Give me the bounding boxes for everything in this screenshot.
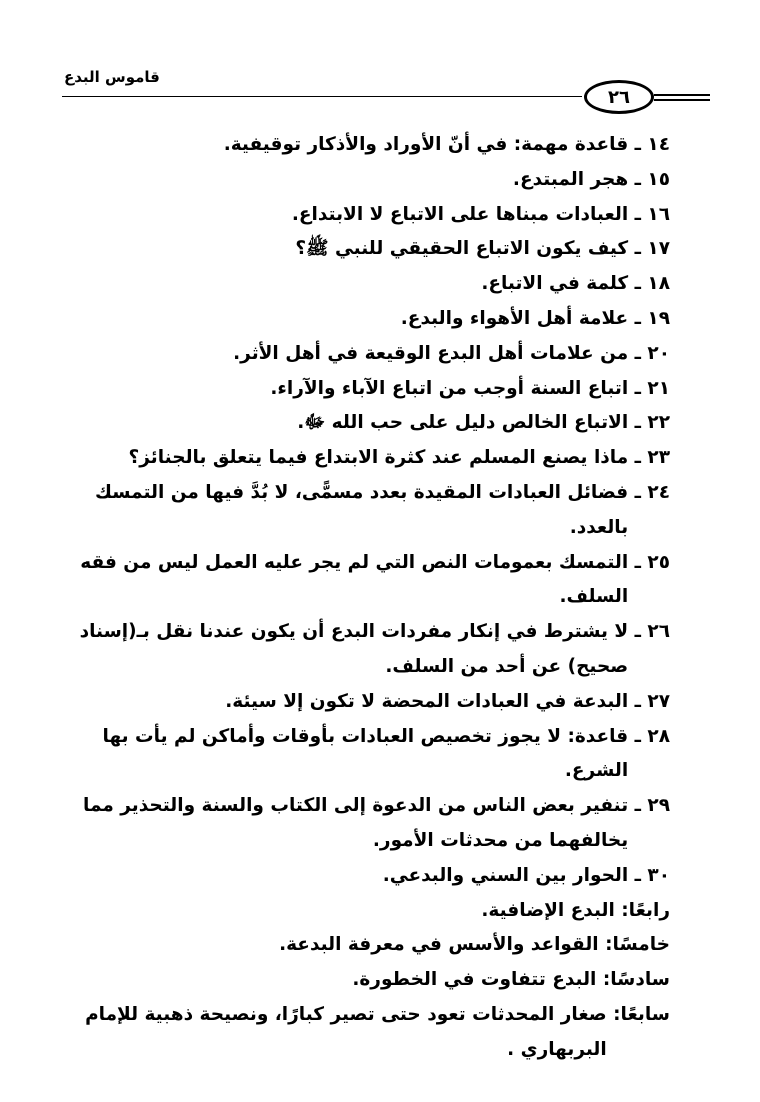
- item-number: ٢٢ ـ: [634, 412, 670, 434]
- item-number: ١٧ ـ: [634, 238, 670, 260]
- section-label: سادسًا:: [602, 969, 670, 991]
- list-item: [62, 476, 670, 546]
- list-item: [62, 198, 670, 233]
- item-text: اتباع السنة أوجب من اتباع الآباء والآراء.: [270, 377, 629, 399]
- item-number: ٢٤ ـ: [634, 481, 670, 503]
- item-text: العبادات مبناها على الاتباع لا الابتداع.: [291, 203, 629, 225]
- list-item: [62, 789, 670, 859]
- list-item: [62, 232, 670, 267]
- page-content: [62, 128, 670, 1068]
- section-text: البدع الإضافية.: [481, 899, 615, 921]
- item-number: ٣٠ ـ: [634, 864, 670, 886]
- item-text: هجر المبتدع.: [512, 168, 629, 190]
- running-title: قاموس البدع: [64, 68, 160, 86]
- item-text: البدعة في العبادات المحضة لا تكون إلا سيئة.: [225, 690, 629, 712]
- item-number: ٢٣ ـ: [634, 447, 670, 469]
- item-text: الحوار بين السني والبدعي.: [382, 864, 629, 886]
- list-item: [62, 337, 670, 372]
- list-item: [62, 546, 670, 616]
- item-number: ٢٨ ـ: [634, 725, 670, 747]
- section-text: البدع تتفاوت في الخطورة.: [352, 969, 597, 991]
- item-text: فضائل العبادات المقيدة بعدد مسمًّى، لا بُدَّ فيها من التمسك بالعدد.: [95, 481, 629, 538]
- list-item: [62, 859, 670, 894]
- section-text: صغار المحدثات تعود حتى تصير كبارًا، ونصيحة ذهبية للإمام البربهاري .: [85, 1003, 607, 1060]
- item-text: تنفير بعض الناس من الدعوة إلى الكتاب والسنة والتحذير مما يخالفهما من محدثات الأمور.: [83, 795, 629, 851]
- section-label: رابعًا:: [621, 899, 670, 921]
- header-rule: [62, 96, 582, 97]
- item-text: قاعدة: لا يجوز تخصيص العبادات بأوقات وأماكن لم يأت بها الشرع.: [102, 725, 629, 782]
- item-number: ١٥ ـ: [634, 168, 670, 190]
- section-label: خامسًا:: [605, 934, 670, 956]
- section-item: [62, 894, 670, 929]
- item-number: ٢٧ ـ: [634, 690, 670, 712]
- section-label: سابعًا:: [613, 1003, 670, 1025]
- list-item: [62, 441, 670, 476]
- item-number: ١٤ ـ: [634, 134, 670, 155]
- page-number: ٢٦: [584, 80, 654, 114]
- page-header: [0, 0, 760, 120]
- section-item: [62, 928, 670, 963]
- section-item: [62, 998, 670, 1068]
- item-text: التمسك بعمومات النص التي لم يجر عليه العمل ليس من فقه السلف.: [80, 551, 629, 608]
- list-item: [62, 720, 670, 790]
- item-number: ٢٦ ـ: [634, 621, 670, 643]
- list-item: [62, 128, 670, 163]
- item-text: كلمة في الاتباع.: [481, 273, 629, 295]
- list-item: [62, 372, 670, 407]
- item-number: ٢٥ ـ: [634, 551, 670, 573]
- list-item: [62, 267, 670, 302]
- section-text: القواعد والأسس في معرفة البدعة.: [279, 934, 599, 956]
- list-item: [62, 406, 670, 441]
- item-number: ٢١ ـ: [634, 377, 670, 399]
- list-item: [62, 302, 670, 337]
- item-text: كيف يكون الاتباع الحقيقي للنبي ﷺ؟: [295, 238, 629, 260]
- item-number: ٢٠ ـ: [634, 342, 670, 364]
- item-number: ١٦ ـ: [634, 203, 670, 225]
- header-rule-double: [654, 94, 710, 101]
- item-text: علامة أهل الأهواء والبدع.: [400, 307, 629, 329]
- list-item: [62, 685, 670, 720]
- item-number: ٢٩ ـ: [634, 795, 670, 817]
- item-number: ١٩ ـ: [634, 307, 670, 329]
- item-text: قاعدة مهمة: في أنّ الأوراد والأذكار توقيفية.: [223, 134, 629, 155]
- list-item: [62, 615, 670, 685]
- item-number: ١٨ ـ: [634, 273, 670, 295]
- item-text: من علامات أهل البدع الوقيعة في أهل الأثر.: [233, 342, 629, 364]
- section-item: [62, 963, 670, 998]
- item-text: ماذا يصنع المسلم عند كثرة الابتداع فيما يتعلق بالجنائز؟: [128, 447, 629, 469]
- list-item: [62, 163, 670, 198]
- item-text: الاتباع الخالص دليل على حب الله ﷻ.: [297, 412, 629, 434]
- item-text: لا يشترط في إنكار مفردات البدع أن يكون عندنا نقل بـ(إسناد صحيح) عن أحد من السلف.: [79, 621, 629, 677]
